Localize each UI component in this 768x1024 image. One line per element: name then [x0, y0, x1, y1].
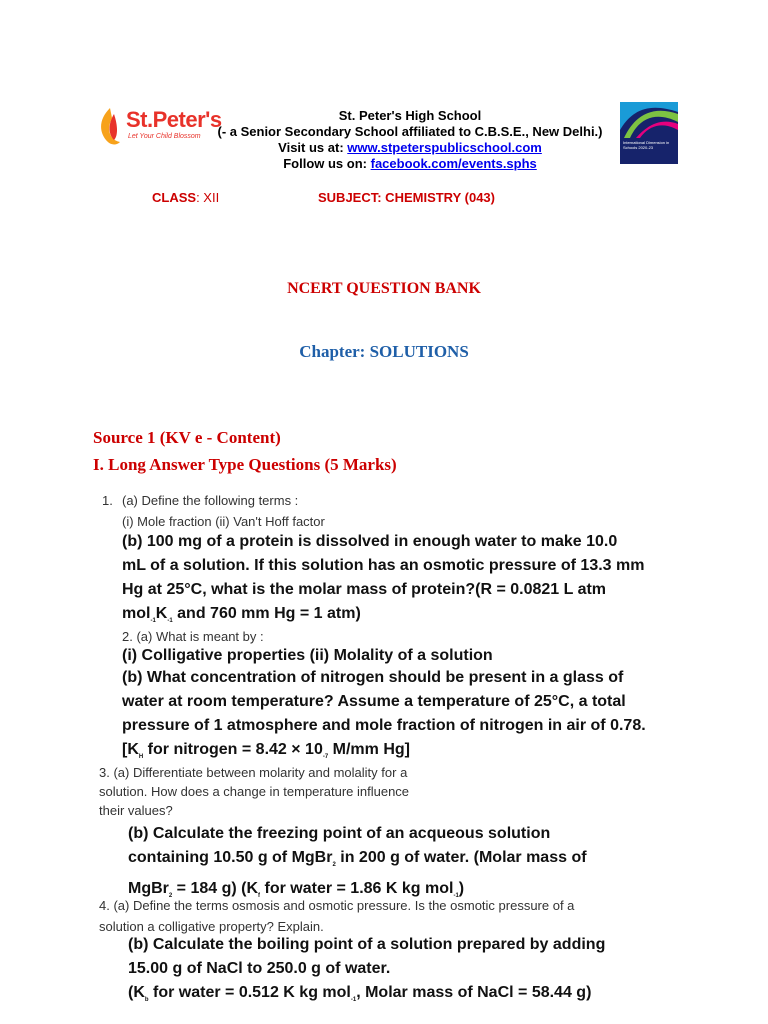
question-bank-title: NCERT QUESTION BANK — [287, 280, 481, 297]
flame-logo-icon — [96, 104, 130, 150]
q3-part-b: (b) Calculate the freezing point of an acqueous solution containing 10.50 g of MgBr$_2$ in 200 g of water. (Molar mass of MgBr$_2$ = 184 g) ($K_f$ for water = 1.86 K kg mol$_{-1}$) — [128, 825, 587, 900]
q1-part-a: (a) Define the following terms : — [122, 493, 299, 508]
q4-part-b: (b) Calculate the boiling point of a solution prepared by adding 15.00 g of NaCl to 250.0 g of water. ($K_b$ for water = 0.512 K kg mol$_{-1}$, Molar mass of NaCl = 58.44 g) — [128, 936, 606, 1004]
source-heading: Source 1 (KV e - Content) — [93, 428, 281, 447]
school-header — [200, 108, 620, 172]
international-badge — [620, 102, 678, 164]
q1-number: 1. — [102, 493, 113, 508]
affiliation-text: (- a Senior Secondary School affiliated to C.B.S.E., New Delhi.) — [217, 124, 603, 139]
facebook-link[interactable]: facebook.com/events.sphs — [370, 156, 537, 171]
logo-tagline: Let Your Child Blossom — [128, 133, 201, 140]
badge-text: International Dimension in Schools 2020-23 — [623, 140, 670, 150]
website-link[interactable]: www.stpeterspublicschool.com — [347, 140, 542, 155]
q4-part-a: 4. (a) Define the terms osmosis and osmotic pressure. Is the osmotic pressure of a solution a colligative property? Explain. — [99, 898, 575, 934]
q3-part-a: 3. (a) Differentiate between molarity and molality for a solution. How does a change in temperature influence their values? — [99, 765, 410, 818]
school-name: St. Peter's High School — [338, 108, 482, 123]
q2-part-a: 2. (a) What is meant by : — [122, 629, 264, 644]
q2-part-a-items: (i) Colligative properties (ii) Molality of a solution — [122, 647, 493, 664]
badge-graphic-icon — [620, 102, 678, 138]
q1-part-a-items: (i) Mole fraction (ii) Van't Hoff factor — [122, 514, 325, 529]
subject-info: SUBJECT: CHEMISTRY (043) — [318, 190, 495, 205]
q1-part-b: (b) 100 mg of a protein is dissolved in enough water to make 10.0 mL of a solution. If this solution has an osmotic pressure of 13.3 mm Hg at 25°C, what is the molar mass of protein?(R = 0.0821 L atm $mol_{-1}K_{-1}$ and 760 mm Hg = 1 atm) — [122, 533, 645, 625]
section-heading: I. Long Answer Type Questions (5 Marks) — [93, 455, 397, 474]
q2-part-b: (b) What concentration of nitrogen should be present in a glass of water at room temperature? Assume a temperature of 25°C, a total pressure of 1 atmosphere and mole fraction of nitrogen in air of 0.78. [$K_H$ for nitrogen = $8.42 \times 10_{-7}$ M/mm Hg] — [122, 669, 646, 761]
chapter-title: Chapter: SOLUTIONS — [299, 342, 469, 361]
class-info: CLASS: XII — [152, 190, 220, 205]
visit-line: Visit us at: www.stpeterspublicschool.com — [278, 140, 542, 155]
follow-line: Follow us on: facebook.com/events.sphs — [283, 156, 537, 171]
logo-name: St.Peter's — [126, 107, 222, 132]
